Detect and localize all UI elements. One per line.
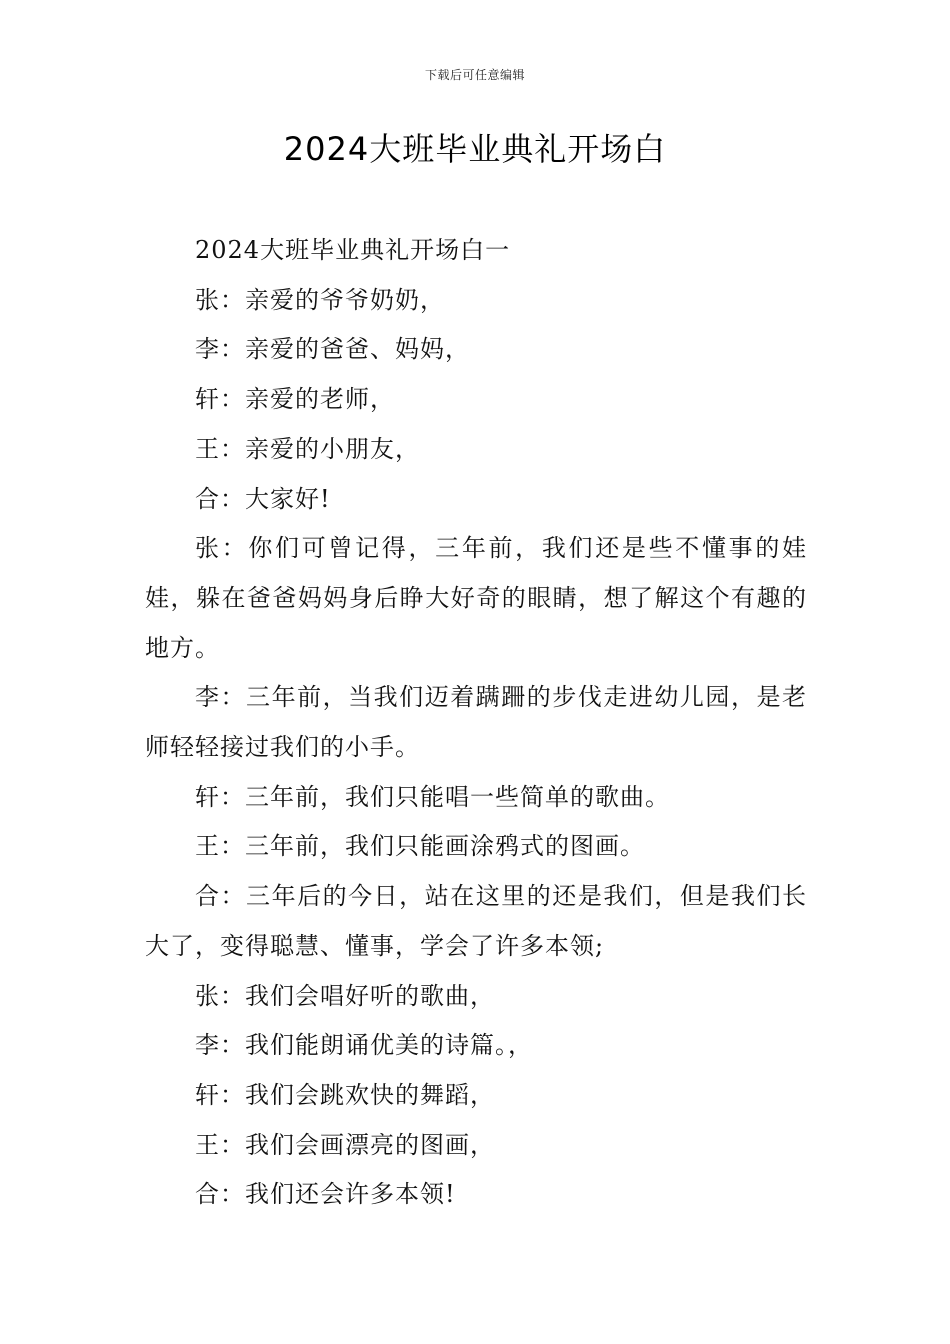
paragraph: 轩：我们会跳欢快的舞蹈， (195, 1080, 495, 1109)
paragraph: 李：亲爱的爸爸、妈妈， (195, 335, 470, 364)
header-note: 下载后可任意编辑 (424, 68, 525, 82)
paragraph: 合：三年后的今日，站在这里的还是我们，但是我们长大了，变得聪慧、懂事，学会了许多本领; (145, 882, 807, 960)
paragraph: 合：我们还会许多本领! (195, 1180, 456, 1209)
paragraph: 王：三年前，我们只能画涂鸦式的图画。 (195, 832, 645, 861)
paragraph: 李：三年前，当我们迈着蹒跚的步伐走进幼儿园，是老师轻轻接过我们的小手。 (145, 683, 807, 762)
paragraph: 张：你们可曾记得，三年前，我们还是些不懂事的娃娃，躲在爸爸妈妈身后睁大好奇的眼睛，想了解这个有趣的地方。 (145, 534, 807, 662)
paragraph: 王：我们会画漂亮的图画， (195, 1130, 495, 1159)
paragraph: 轩：亲爱的老师， (195, 385, 395, 414)
paragraph: 轩：三年前，我们只能唱一些简单的歌曲。 (195, 782, 670, 811)
paragraph-subtitle: 2024大班毕业典礼开场白一 (195, 236, 511, 264)
paragraph: 合：大家好! (195, 484, 331, 513)
document-body (145, 226, 807, 1220)
paragraph: 张：我们会唱好听的歌曲， (195, 981, 495, 1010)
paragraph: 李：我们能朗诵优美的诗篇。， (195, 1031, 533, 1060)
paragraph: 王：亲爱的小朋友， (195, 434, 420, 463)
paragraph: 张：亲爱的爷爷奶奶， (195, 285, 445, 314)
document-title: 2024大班毕业典礼开场白 (283, 130, 667, 168)
